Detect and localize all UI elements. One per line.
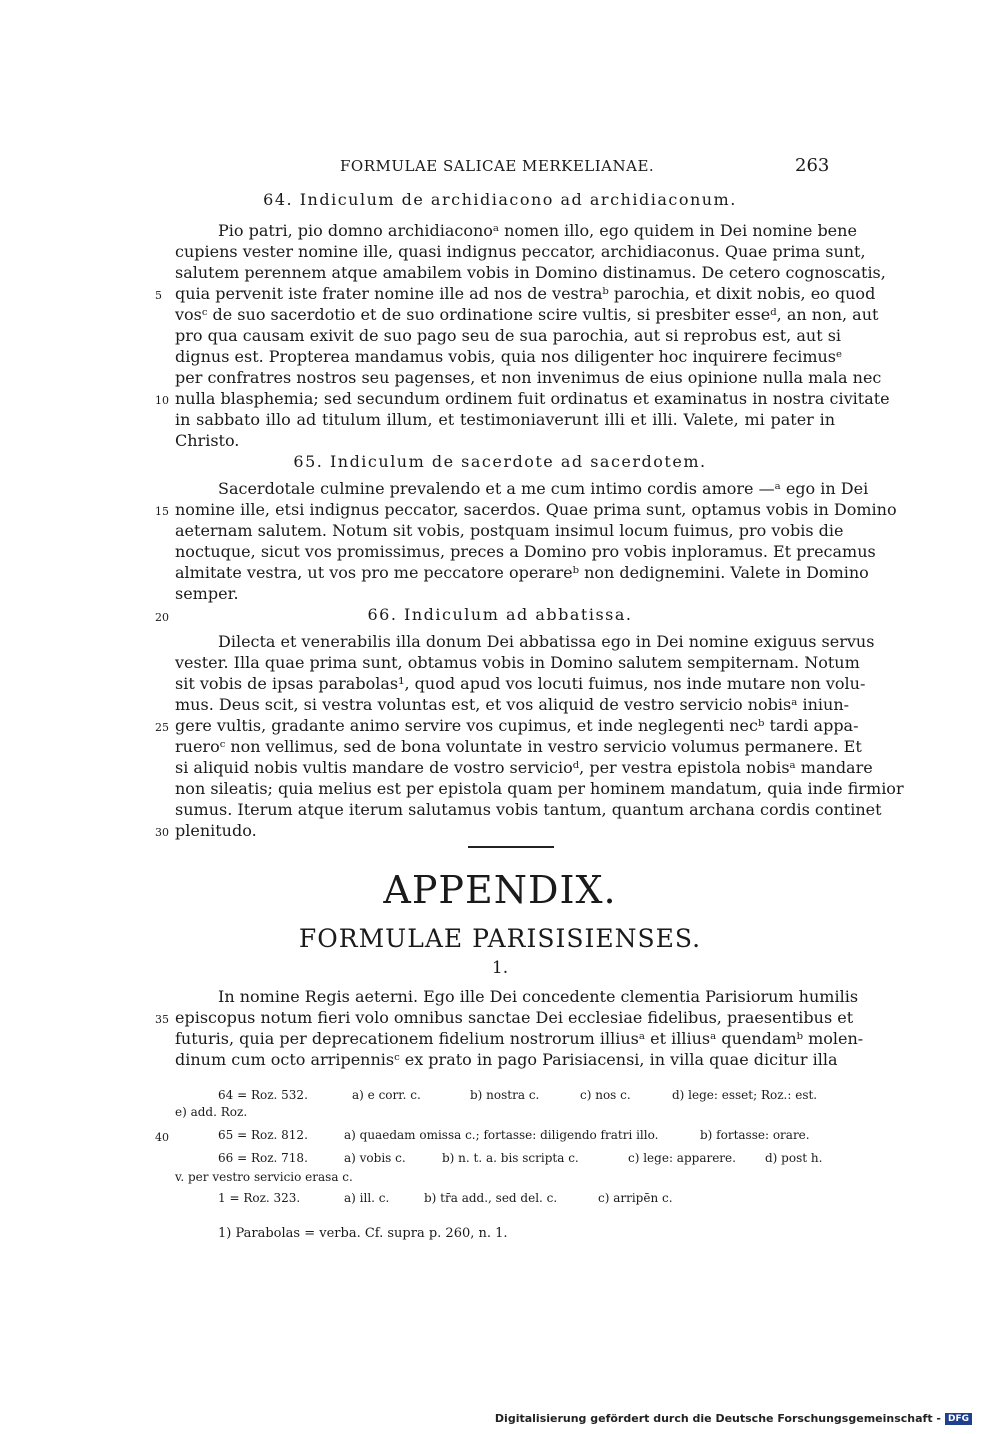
text-line: cupiens vester nomine ille, quasi indignus peccator, archidiaconus. Quae prima sunt, [175, 242, 866, 261]
text-line: aeternam salutem. Notum sit vobis, postquam insimul locum fuimus, pro vobis die [175, 521, 844, 540]
apparatus-note: d) post h. [765, 1151, 823, 1165]
text-line: Dilecta et venerabilis illa donum Dei abbatissa ego in Dei nomine exiguus servus [218, 632, 875, 651]
text-line: pro qua causam exivit de suo pago seu de sua parochia, aut si reprobus est, aut si [175, 326, 842, 345]
apparatus-note: a) vobis c. [344, 1151, 406, 1165]
text-line: Pio patri, pio domno archidiaconoᵃ nomen illo, ego quidem in Dei nomine bene [218, 221, 857, 240]
text-line: almitate vestra, ut vos pro me peccatore operareᵇ non dedignemini. Valete in Domino [175, 563, 869, 582]
text-line: futuris, quia per deprecationem fidelium nostrorum illiusᵃ et illiusᵃ quendamᵇ molen- [175, 1029, 864, 1048]
text-line: rueroᶜ non vellimus, sed de bona voluntate in vestro servicio volumus permanere. Et [175, 737, 862, 756]
apparatus-note: c) lege: apparere. [628, 1151, 736, 1165]
text-line: mus. Deus scit, si vestra voluntas est, et vos aliquid de vestro servicio nobisᵃ iniun- [175, 695, 850, 714]
text-line: si aliquid nobis vultis mandare de vostro servicioᵈ, per vestra epistola nobisᵃ mandare [175, 758, 873, 777]
text-line: episcopus notum fieri volo omnibus sanctae Dei ecclesiae fidelibus, praesentibus et [175, 1008, 854, 1027]
text-line: Christo. [175, 431, 240, 450]
text-line: quia pervenit iste frater nomine ille ad nos de vestraᵇ parochia, et dixit nobis, eo quod [175, 284, 876, 303]
apparatus-note: a) ill. c. [344, 1191, 390, 1205]
apparatus-note: b) nostra c. [470, 1088, 540, 1102]
text-line: sumus. Iterum atque iterum salutamus vobis tantum, quantum archana cordis continet [175, 800, 882, 819]
formula-number: 1. [491, 958, 509, 978]
text-line: In nomine Regis aeterni. Ego ille Dei concedente clementia Parisiorum humilis [218, 987, 859, 1006]
credit-text: Digitalisierung gefördert durch die Deutsche Forschungsgemeinschaft - [494, 1412, 941, 1425]
appendix-subtitle: FORMULAE PARISISIENSES. [298, 924, 702, 953]
apparatus-note: a) e corr. c. [352, 1088, 421, 1102]
line-number: 20 [155, 611, 169, 624]
line-number: 30 [155, 826, 169, 839]
text-line: vester. Illa quae prima sunt, obtamus vobis in Domino salutem sempiternam. Notum [175, 653, 860, 672]
apparatus-note: b) fortasse: orare. [700, 1128, 810, 1142]
text-line: in sabbato illo ad titulum illum, et testimoniaverunt illi et illi. Valete, mi pater in [175, 410, 835, 429]
text-line: nulla blasphemia; sed secundum ordinem fuit ordinatus et examinatus in nostra civitate [175, 389, 890, 408]
apparatus-note: a) quaedam omissa c.; fortasse: diligendo fratri illo. [344, 1128, 659, 1142]
line-number: 15 [155, 505, 169, 518]
text-line: dinum cum octo arripennisᶜ ex prato in pago Parisiacensi, in villa quae dicitur illa [175, 1050, 838, 1069]
text-line: non sileatis; quia melius est per epistola quam per hominem mandatum, quia inde firmior [175, 779, 904, 798]
apparatus-note: b) n. t. a. bis scripta c. [442, 1151, 579, 1165]
footnote-1: 1) Parabolas = verba. Cf. supra p. 260, n. 1. [218, 1226, 508, 1241]
text-line: salutem perennem atque amabilem vobis in Domino distinamus. De cetero cognoscatis, [175, 263, 886, 282]
line-number: 10 [155, 394, 169, 407]
apparatus-note: c) arripēn c. [598, 1191, 673, 1205]
text-line: dignus est. Propterea mandamus vobis, quia nos diligenter hoc inquirere fecimusᵉ [175, 347, 843, 366]
apparatus-1: 1 = Roz. 323. [218, 1191, 301, 1205]
text-line: per confratres nostros seu pagenses, et non invenimus de eius opinione nulla mala nec [175, 368, 882, 387]
text-line: semper. [175, 584, 239, 603]
line-number: 25 [155, 721, 169, 734]
text-line: sit vobis de ipsas parabolas¹, quod apud vos locuti fuimus, nos inde mutare non volu- [175, 674, 866, 693]
line-number: 40 [155, 1131, 169, 1144]
text-line: Sacerdotale culmine prevalendo et a me cum intimo cordis amore —ᵃ ego in Dei [218, 479, 869, 498]
line-number: 5 [155, 289, 162, 302]
apparatus-note: c) nos c. [580, 1088, 631, 1102]
section-66-title: 66. Indiculum ad abbatissa. [367, 605, 633, 624]
apparatus-note: v. per vestro servicio erasa c. [175, 1170, 353, 1184]
apparatus-64: 64 = Roz. 532. [218, 1088, 308, 1102]
apparatus-note: e) add. Roz. [175, 1105, 248, 1119]
appendix-title: APPENDIX. [383, 868, 617, 912]
text-line: vosᶜ de suo sacerdotio et de suo ordinatione scire vultis, si presbiter esseᵈ, an non, aut [175, 305, 879, 324]
section-65-title: 65. Indiculum de sacerdote ad sacerdotem. [293, 452, 707, 471]
apparatus-66: 66 = Roz. 718. [218, 1151, 308, 1165]
text-line: plenitudo. [175, 821, 257, 840]
apparatus-note: d) lege: esset; Roz.: est. [672, 1088, 818, 1102]
text-line: noctuque, sicut vos promissimus, preces a Domino pro vobis inploramus. Et precamus [175, 542, 876, 561]
apparatus-note: b) tr̄a add., sed del. c. [424, 1191, 558, 1205]
digitization-credit [495, 1412, 972, 1425]
apparatus-65: 65 = Roz. 812. [218, 1128, 308, 1142]
text-line: gere vultis, gradante animo servire vos cupimus, et inde neglegenti necᵇ tardi appa- [175, 716, 859, 735]
section-divider [468, 846, 554, 848]
section-64-title: 64. Indiculum de archidiacono ad archidiaconum. [263, 190, 737, 209]
text-line: nomine ille, etsi indignus peccator, sacerdos. Quae prima sunt, optamus vobis in Domino [175, 500, 897, 519]
page-number: 263 [795, 155, 830, 176]
dfg-logo: DFG [945, 1413, 972, 1425]
running-title: FORMULAE SALICAE MERKELIANAE. [340, 157, 655, 175]
line-number: 35 [155, 1013, 169, 1026]
